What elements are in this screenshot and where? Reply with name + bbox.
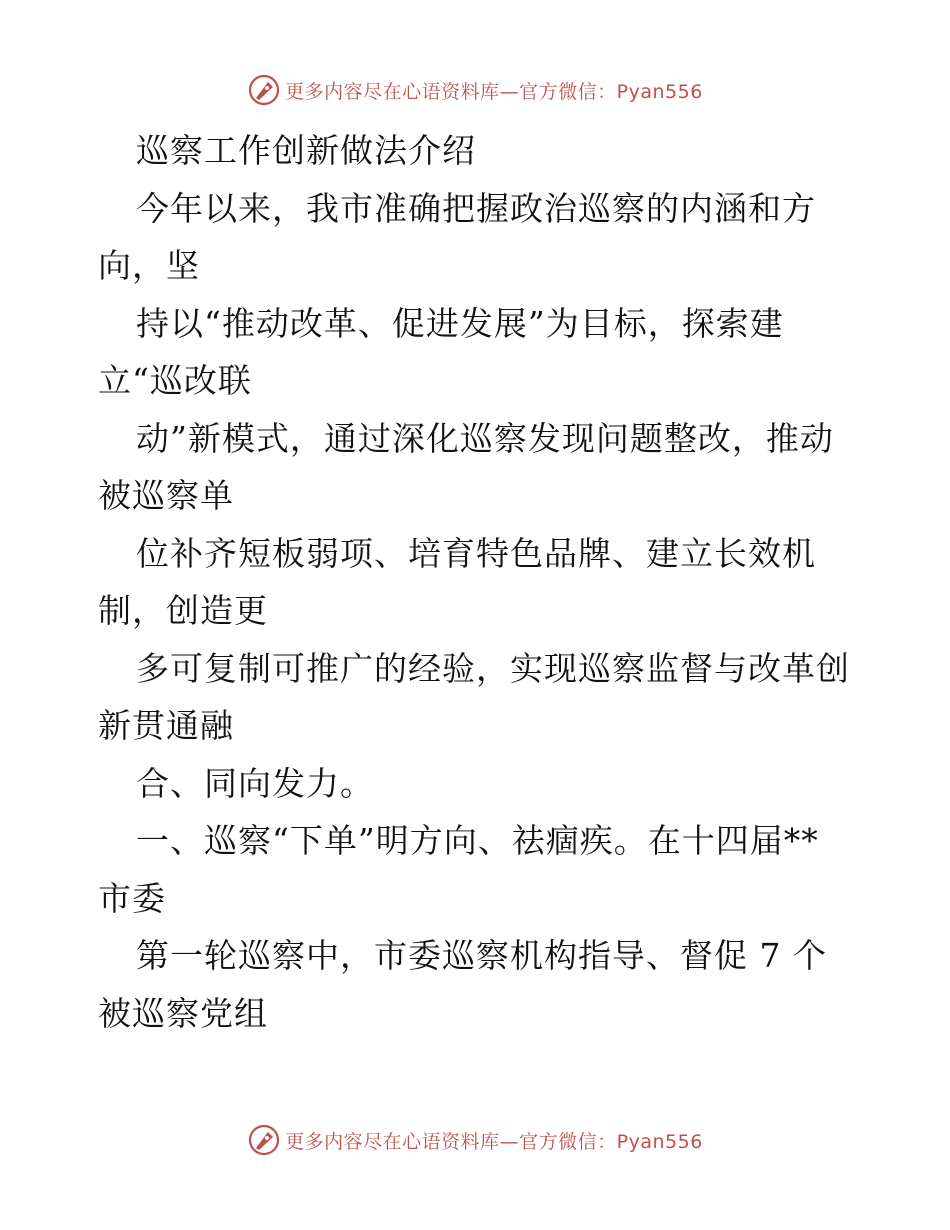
doc-line: 向，坚 bbox=[98, 246, 200, 285]
pen-nib-circle-icon bbox=[247, 1123, 281, 1157]
doc-line: 多可复制可推广的经验，实现巡察监督与改革创 bbox=[136, 648, 850, 688]
doc-line: 新贯通融 bbox=[98, 706, 234, 745]
doc-line: 第一轮巡察中，市委巡察机构指导、督促 7 个 bbox=[136, 936, 827, 975]
footer-watermark-banner bbox=[0, 1120, 950, 1160]
doc-line: 市委 bbox=[98, 878, 166, 918]
pen-nib-circle-icon bbox=[247, 73, 281, 107]
header-watermark-banner bbox=[0, 70, 950, 110]
banner-inner bbox=[247, 73, 703, 107]
banner-text: 更多内容尽在心语资料库—官方微信：Pyan556 bbox=[285, 80, 703, 103]
doc-line: 被巡察单 bbox=[98, 476, 234, 515]
doc-line: 今年以来，我市准确把握政治巡察的内涵和方 bbox=[136, 188, 816, 228]
doc-line: 被巡察党组 bbox=[98, 993, 268, 1033]
document-body bbox=[98, 122, 868, 1042]
doc-line: 动”新模式，通过深化巡察发现问题整改，推动 bbox=[136, 418, 834, 458]
doc-line: 制，创造更 bbox=[98, 591, 268, 630]
doc-title: 巡察工作创新做法介绍 bbox=[136, 131, 476, 170]
doc-line: 立“巡改联 bbox=[98, 361, 252, 400]
doc-line: 合、同向发力。 bbox=[136, 763, 374, 803]
doc-line: 位补齐短板弱项、培育特色品牌、建立长效机 bbox=[136, 533, 816, 573]
doc-line: 一、巡察“下单”明方向、祛痼疾。在十四届** bbox=[136, 821, 819, 860]
banner-inner bbox=[247, 1123, 703, 1157]
banner-text: 更多内容尽在心语资料库—官方微信：Pyan556 bbox=[285, 1130, 703, 1153]
doc-line: 持以“推动改革、促进发展”为目标，探索建 bbox=[136, 303, 784, 343]
